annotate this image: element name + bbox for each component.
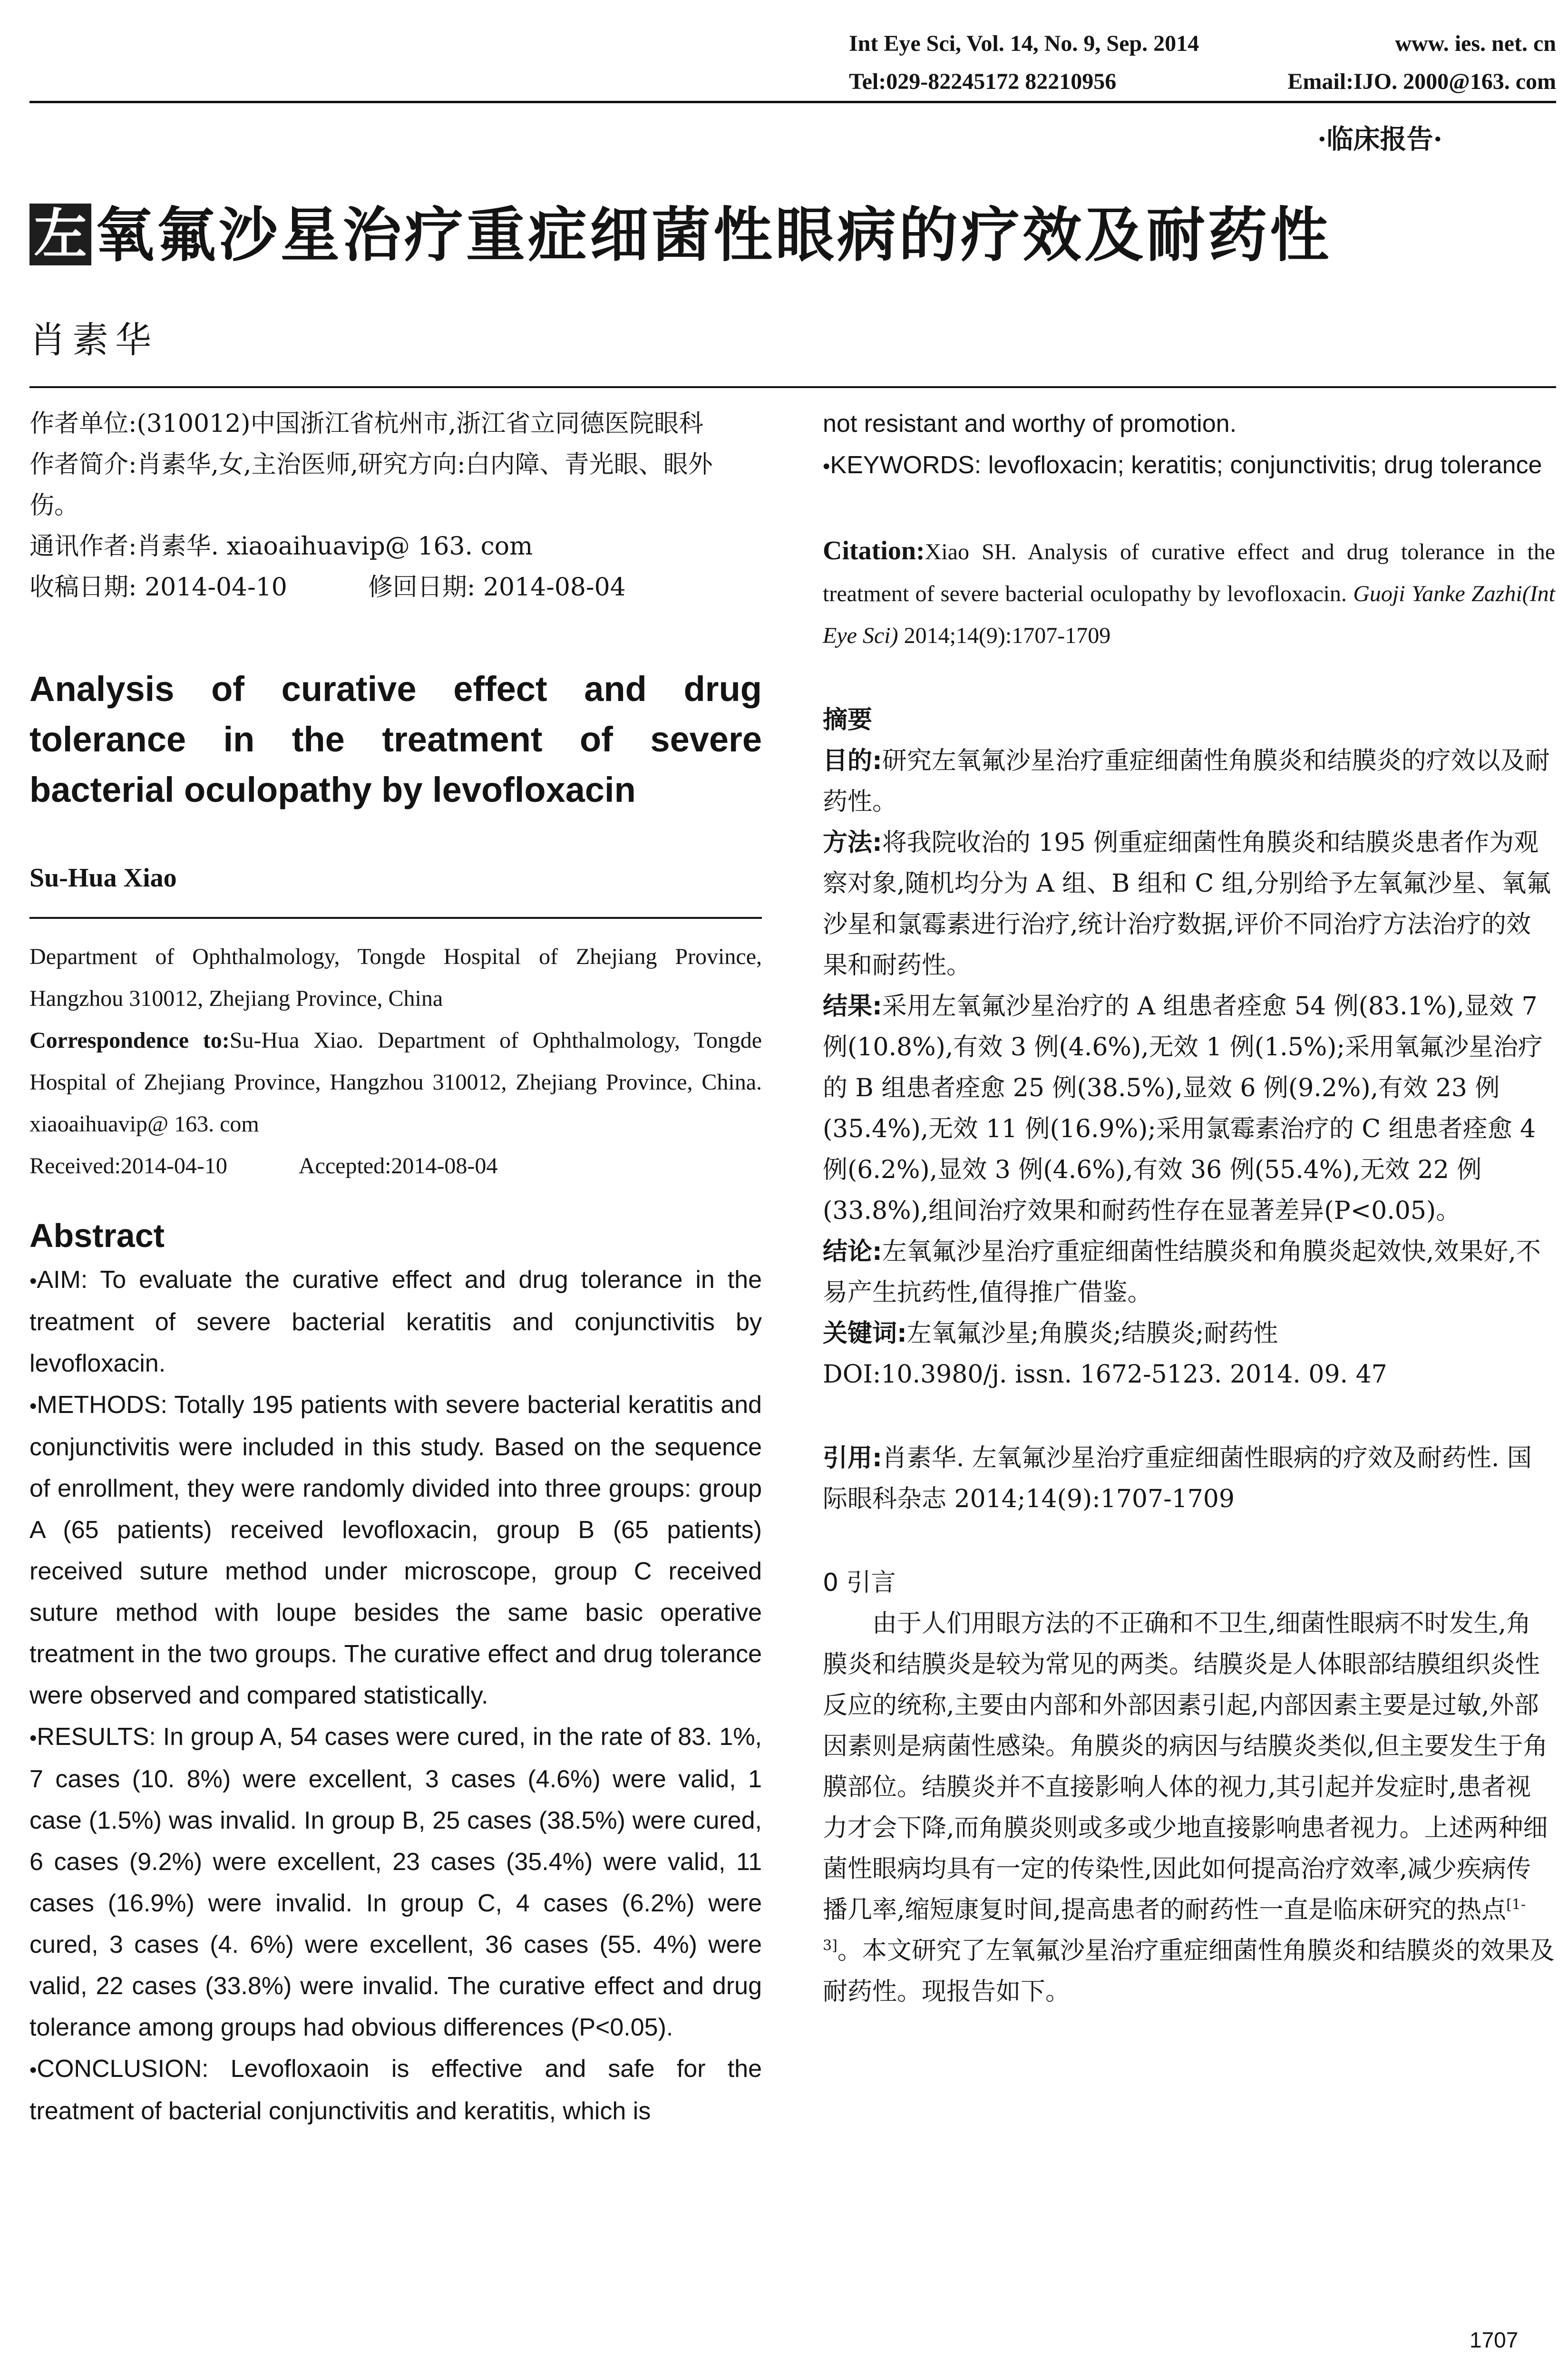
bullet-aim: •: [29, 1269, 37, 1293]
header-divider: [29, 101, 1556, 103]
conclusion-cn: [823, 1231, 1555, 1313]
section-tag: ·临床报告·: [1317, 124, 1442, 155]
keywords-label: KEYWORDS:: [830, 451, 982, 479]
results-cn-label: 结果:: [823, 992, 882, 1021]
abstract-cn-heading: 摘要: [823, 706, 873, 734]
article-title-cn: 氧氟沙星治疗重症细菌性眼病的疗效及耐药性: [95, 201, 1332, 270]
citation-en: [823, 530, 1555, 657]
journal-website[interactable]: www. ies. net. cn: [1395, 31, 1556, 56]
revised-date-cn: 修回日期: 2014-08-04: [368, 573, 626, 602]
results-cn: [823, 986, 1555, 1231]
journal-email[interactable]: Email:IJO. 2000@163. com: [1287, 69, 1556, 94]
abstract-methods: [29, 1384, 762, 1716]
aim-cn-text: 研究左氧氟沙星治疗重症细菌性角膜炎和结膜炎的疗效以及耐药性。: [823, 747, 1550, 816]
keywords-cn-text: 左氧氟沙星;角膜炎;结膜炎;耐药性: [906, 1319, 1278, 1348]
conclusion-cn-text: 左氧氟沙星治疗重症细菌性结膜炎和角膜炎起效快,效果好,不易产生抗药性,值得推广借鉴。: [823, 1237, 1541, 1307]
intro-reference[interactable]: [1-3]: [823, 1896, 1526, 1954]
methods-cn: [823, 822, 1555, 986]
journal-citation-line: Int Eye Sci, Vol. 14, No. 9, Sep. 2014: [849, 31, 1199, 56]
bullet-conclusion: •: [29, 2058, 37, 2082]
citation-journal: Guoji Yanke Zazhi(Int Eye Sci): [823, 581, 1556, 648]
article-title-en: Analysis of curative effect and drug tolerance in the treatment of severe bacterial oculopathy by levofloxacin: [29, 669, 762, 809]
dates-cn: [29, 567, 762, 608]
affiliation-cn: 作者单位:(310012)中国浙江省杭州市,浙江省立同德医院眼科: [29, 409, 704, 438]
aim-cn-label: 目的:: [823, 747, 882, 775]
methods-cn-label: 方法:: [823, 828, 882, 857]
received-date-en: Received:2014-04-10: [29, 1153, 227, 1179]
journal-header: [849, 25, 1556, 101]
abstract-conclusion: [29, 2048, 762, 2132]
methods-text: Totally 195 patients with severe bacterial keratitis and conjunctivitis were included in this study. Based on the sequence of enrollment, they were randomly divided into three groups: group A (65 patients) received levofloxacin, group B (65 patients) received suture method under microscope, group C received suture method with loupe besides the same basic operative treatment in the two groups. The curative effect and drug tolerance were observed and compared statistically.: [29, 1391, 762, 1709]
bullet-methods: •: [29, 1394, 37, 1418]
doi[interactable]: DOI:10.3980/j. issn. 1672-5123. 2014. 09. 47: [823, 1360, 1387, 1389]
intro-text: 由于人们用眼方法的不正确和不卫生,细菌性眼病不时发生,角膜炎和结膜炎是较为常见的两类。结膜炎是人体眼部结膜组织炎性反应的统称,主要由内部和外部因素引起,内部因素主要是过敏,外部因素则是病菌性感染。角膜炎的病因与结膜炎类似,但主要发生于角膜部位。结膜炎并不直接影响人体的视力,其引起并发症时,患者视力才会下降,而角膜炎则或多或少地直接影响患者视力。上述两种细菌性眼病均具有一定的传染性,因此如何提高治疗效率,减少疾病传播几率,缩短康复时间,提高患者的耐药性一直是临床研究的热点: [823, 1609, 1548, 1924]
conclusion-continued: not resistant and worthy of promotion.: [823, 410, 1237, 438]
abstract-results: [29, 1716, 762, 2048]
conclusion-text: Levofloxaoin is effective and safe for the treatment of bacterial conjunctivitis and keratitis, which is: [29, 2055, 762, 2125]
cite-cn-text: 肖素华. 左氧氟沙星治疗重症细菌性眼病的疗效及耐药性. 国际眼科杂志 2014;14(9):1707-1709: [823, 1444, 1532, 1513]
citation-text: Xiao SH. Analysis of curative effect and drug tolerance in the treatment of severe bacterial oculopathy by levofloxacin.: [823, 539, 1555, 606]
abstract-aim: [29, 1259, 762, 1384]
methods-cn-text: 将我院收治的 195 例重症细菌性角膜炎和结膜炎患者作为观察对象,随机均分为 A 组、B 组和 C 组,分别给予左氧氟沙星、氧氟沙星和氯霉素进行治疗,统计治疗数据,评价不同治疗方法治疗的效果和耐药性。: [823, 828, 1551, 980]
page-number: 1707: [1470, 2328, 1519, 2352]
correspondence-en: [29, 1020, 762, 1145]
abstract-keywords: [823, 445, 1555, 487]
intro-paragraph: [823, 1603, 1555, 2012]
author-name-en: Su-Hua Xiao: [29, 863, 177, 893]
keywords-text: levofloxacin; keratitis; conjunctivitis; drug tolerance: [988, 451, 1542, 479]
cite-cn: [823, 1438, 1555, 1520]
corresponding-author-cn: 通讯作者:肖素华. xiaoaihuavip@ 163. com: [29, 532, 533, 561]
aim-text: To evaluate the curative effect and drug tolerance in the treatment of severe bacterial keratitis and conjunctivitis by levofloxacin.: [29, 1266, 762, 1377]
bullet-keywords: •: [823, 455, 830, 478]
keywords-cn-label: 关键词:: [823, 1319, 907, 1348]
dates-en: [29, 1145, 762, 1187]
keywords-cn: [823, 1313, 1555, 1354]
citation-label: Citation:: [823, 536, 925, 565]
author-bio-cn: 作者简介:肖素华,女,主治医师,研究方向:白内障、青光眼、眼外伤。: [29, 450, 713, 520]
results-label: RESULTS:: [37, 1723, 156, 1751]
author-name-cn: 肖素华: [29, 319, 158, 361]
results-cn-text: 采用左氧氟沙星治疗的 A 组患者痊愈 54 例(83.1%),显效 7 例(10.8%),有效 3 例(4.6%),无效 1 例(1.5%);采用氧氟沙星治疗的 B 组患者痊愈 25 例(38.5%),显效 6 例(9.2%),有效 23 例(35.4%),无效 11 例(16.9%);采用氯霉素治疗的 C 组患者痊愈 4 例(6.2%),显效 3 例(4.6%),有效 36 例(55.4%),无效 22 例(33.8%),组间治疗效果和耐药性存在显著差异(P<0.05)。: [823, 992, 1543, 1225]
aim-label: AIM:: [37, 1266, 88, 1294]
intro-text-end: 。本文研究了左氧氟沙星治疗重症细菌性角膜炎和结膜炎的效果及耐药性。现报告如下。: [823, 1937, 1555, 2006]
conclusion-cn-label: 结论:: [823, 1237, 882, 1266]
results-text: In group A, 54 cases were cured, in the rate of 83. 1%, 7 cases (10. 8%) were excellent, 3 cases (4.6%) were valid, 1 case (1.5%) was invalid. In group B, 25 cases (38.5%) were cured, 6 cases (9.2%) were excellent, 23 cases (35.4%) were valid, 11 cases (16.9%) were invalid. In group C, 4 cases (6.2%) were cured, 3 cases (4. 6%) were excellent, 36 cases (55. 4%) were valid, 22 cases (33.8%) were invalid. The curative effect and drug tolerance among groups had obvious differences (P<0.05).: [29, 1723, 762, 2041]
cite-cn-label: 引用:: [823, 1444, 882, 1472]
journal-tel: Tel:029-82245172 82210956: [849, 69, 1117, 94]
title-divider: [29, 386, 1556, 388]
received-date-cn: 收稿日期: 2014-04-10: [29, 573, 287, 602]
department-en: Department of Ophthalmology, Tongde Hospital of Zhejiang Province, Hangzhou 310012, Zhejiang Province, China: [29, 944, 762, 1011]
right-column: [823, 403, 1555, 2012]
accepted-date-en: Accepted:2014-08-04: [298, 1153, 498, 1179]
intro-heading: 0 引言: [823, 1568, 896, 1597]
left-column: [29, 403, 762, 2132]
title-first-character: 左: [29, 204, 91, 265]
aim-cn: [823, 740, 1555, 822]
methods-label: METHODS:: [37, 1391, 167, 1419]
abstract-heading: Abstract: [29, 1217, 165, 1254]
correspondence-text: Su-Hua Xiao. Department of Ophthalmology, Tongde Hospital of Zhejiang Province, Hangzhou 310012, Zhejiang Province, China. xiaoaihuavip@ 163. com: [29, 1028, 762, 1137]
conclusion-label: CONCLUSION:: [37, 2055, 209, 2083]
correspondence-label: Correspondence to:: [29, 1028, 230, 1053]
citation-tail: 2014;14(9):1707-1709: [898, 623, 1111, 648]
bullet-results: •: [29, 1726, 37, 1750]
